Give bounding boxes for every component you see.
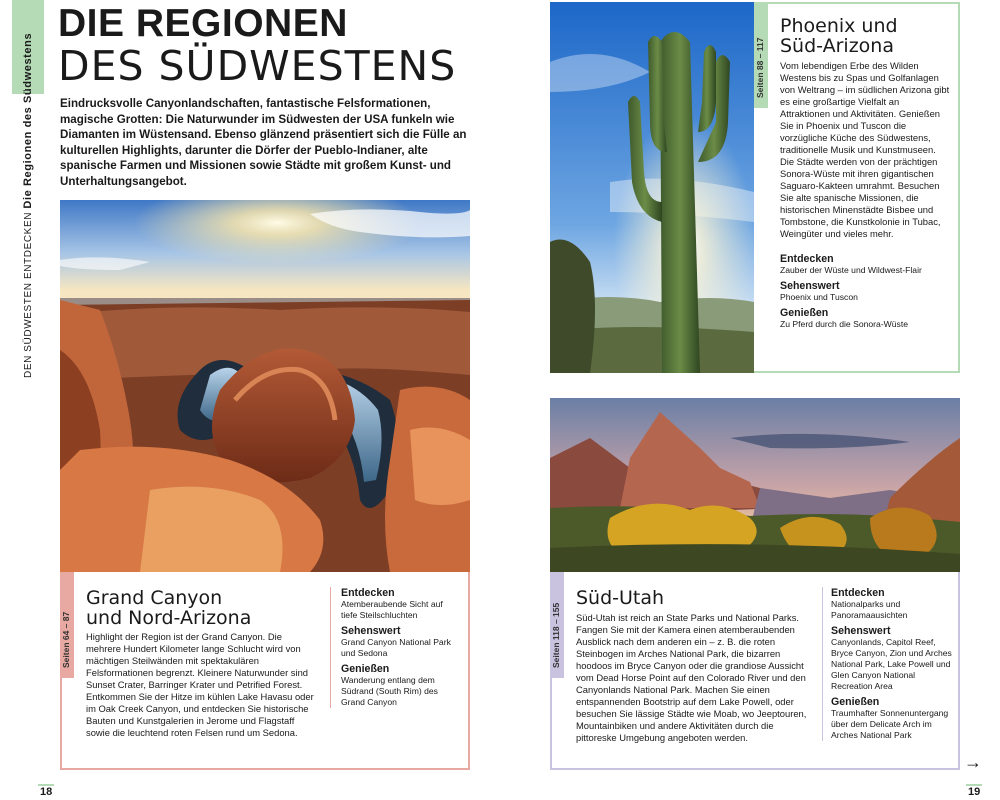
fact-heading: Sehenswert (831, 625, 891, 637)
fact-text: Zu Pferd durch die Sonora-Wüste (780, 319, 909, 329)
page-title-line2: DES SÜDWESTENS (58, 42, 457, 90)
grand-canyon-photo (60, 200, 470, 572)
page-title-line1: DIE REGIONEN (58, 2, 348, 45)
phoenix-page-ref: Seiten 88 – 117 (755, 37, 765, 98)
page-number-left: 18 (40, 786, 53, 798)
fact-text: Wanderung entlang dem Südrand (South Rim) des Grand Canyon (341, 675, 438, 707)
page-number-right: 19 (968, 786, 981, 798)
grand-canyon-title (86, 588, 251, 628)
section-running-head (22, 32, 44, 378)
fact-text: Grand Canyon National Park und Sedona (341, 637, 451, 658)
fact-text: Zauber der Wüste und Wildwest-Flair (780, 265, 922, 275)
sued-utah-page-tab (550, 572, 564, 678)
fact-text: Canyonlands, Capitol Reef, Bryce Canyon, Zion und Arches National Park, Lake Powell und Glen Canyon National Recreation Area (831, 637, 952, 691)
intro-text: Eindrucksvolle Canyonlandschaften, fantastische Felsformationen, magische Grotten: Die Naturwunder im Südwesten der USA funkeln wie Diamanten im Wüstensand. Ebenso glänzend präsentiert sich die Fülle an kulturellen Highlights, darunter die Dörfer der Pueblo-Indianer, alte spanische Farmen und Missionen sowie Städte mit großem Kunst- und Unterhaltungsangebot. (60, 97, 467, 188)
phoenix-page-tab (754, 2, 768, 108)
fact-heading: Entdecken (780, 253, 834, 265)
section-eyebrow: DEN SÜDWESTEN ENTDECKEN (23, 211, 34, 378)
grand-canyon-body: Highlight der Region ist der Grand Canyon. Die mehrere Hundert Kilometer lange Schlucht wird von mächtigen Steilwänden mit spektakulären Felsformationen begrenzt. Kleinere Naturwunder sind Sunset Crater, Barringer Krater und Petrified Forest. Entkommen Sie der Hitze im kühlen Lake Havasu oder im Oak Creek Canyon, und entdecken Sie historische Bauten und Kunstgalerien in Jerome und Flagstaff sowie die leuchtend roten Felsen rund um Sedona. (86, 631, 314, 738)
next-page-arrow-icon[interactable]: → (964, 752, 982, 772)
saguaro-cactus-photo (550, 2, 754, 373)
fact-heading: Sehenswert (780, 280, 840, 292)
fact-heading: Entdecken (341, 587, 395, 599)
phoenix-facts (780, 253, 950, 330)
fact-text: Atemberaubende Sicht auf tiefe Steilschluchten (341, 599, 443, 620)
sued-utah-body: Süd-Utah ist reich an State Parks und National Parks. Fangen Sie mit der Kamera einen atemberaubenden Ausblick nach dem anderen ein – z. B. die roten Steinbogen im Arches National Park, die bizarren hoodoos im Bryce Canyon oder die grandiose Aussicht vom Dead Horse Point auf den Colorado River und den Canyonlands National Park. Machen Sie einen entspannenden Bootstrip auf dem Lake Powell, oder besuchen Sie lässige Städte wie Moab, wo Jeeptouren, Mountainbiken und andere Aktivitäten durch die pittoreske Umgebung angeboten werden. (576, 612, 807, 743)
section-name: Die Regionen des Südwestens (22, 32, 34, 209)
grand-canyon-page-tab (60, 572, 74, 678)
grand-canyon-title-line2: und Nord-Arizona (86, 607, 252, 629)
fact-text: Phoenix und Tuscon (780, 292, 858, 302)
fact-text: Traumhafter Sonnenuntergang über dem Delicate Arch im Arches National Park (831, 708, 949, 740)
fact-heading: Genießen (831, 696, 880, 708)
fact-heading: Entdecken (831, 587, 885, 599)
fact-heading: Genießen (341, 663, 390, 675)
phoenix-title-line2: Süd-Arizona (780, 35, 894, 57)
sued-utah-title: Süd-Utah (576, 587, 665, 609)
sued-utah-facts (822, 587, 952, 741)
phoenix-title (780, 16, 898, 56)
sued-utah-page-ref: Seiten 118 – 155 (551, 602, 561, 668)
fact-text: Nationalparks und Panoramaausichten (831, 599, 908, 620)
fact-heading: Sehenswert (341, 625, 401, 637)
zion-photo (550, 398, 960, 572)
grand-canyon-facts (330, 587, 460, 708)
grand-canyon-title-line1: Grand Canyon (86, 587, 223, 609)
fact-heading: Genießen (780, 307, 829, 319)
grand-canyon-page-ref: Seiten 64 – 87 (61, 611, 71, 668)
phoenix-body: Vom lebendigen Erbe des Wilden Westens bis zu Spas und Golfanlagen von Weltrang – im südlichen Arizona gibt es eine großartige Vielfalt an Attraktionen und Aktivitäten. Genießen Sie in Phoenix und Tuscon die vorzügliche Küche des Südwestens, traditionelle Musik und Kunstmuseen. Die Städte werden von der prächtigen Sonora-Wüste mit ihren gigantischen Saguaro-Kakteen umrahmt. Besuchen Sie alte spanische Missionen, die historischen Minenstädte Bisbee und Tombstone, die Kunstkolonie in Tubac, Weingüter und vieles mehr. (780, 60, 950, 239)
phoenix-title-line1: Phoenix und (780, 15, 898, 37)
